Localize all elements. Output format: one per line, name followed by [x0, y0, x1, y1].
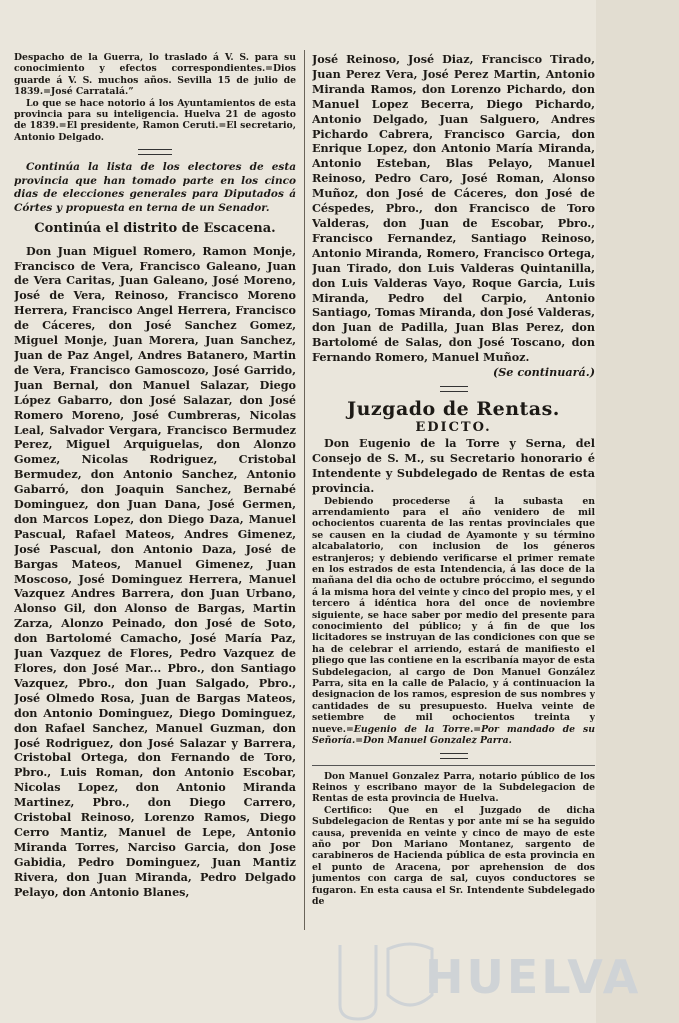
certificate-opening: Don Manuel Gonzalez Parra, notario público de los Reinos y escribano mayor de la Subdelegacion de Rentas de esta provincia de Huelva.: [312, 770, 595, 805]
electors-list: Don Juan Miguel Romero, Ramon Monje, Francisco de Vera, Francisco Galeano, Juan de Vera Caritas, Juan Galeano, José Moreno, José de Vera, Reinoso, Francisco Moreno Herrera, Francisco Angel Herrera, Francisco de Cáceres, don José Sanchez Gomez, Miguel Monje, Juan Morera, Juan Sanchez, Juan de Paz Angel, Andres Batanero, Martin de Vera, Francisco Gamoscozo, José Garrido, Juan Bernal, don Manuel Salazar, Diego López Gabarro, don José Salazar, don José Romero Moreno, José Cumbreras, Nicolas Leal, Salvador Vergara, Francisco Bermudez Perez, Miguel Arquiguelas, don Alonzo Gomez, Nicolas Rodriguez, Cristobal Bermudez, don Antonio Sanchez, Antonio Gabarró, don Joaquin Sanchez, Bernabé Dominguez, don Juan Dana, José Germen, don Marcos Lopez, don Diego Daza, Manuel Pascual, Rafael Mateos, Andres Gimenez, José Pascual, don Antonio Daza, José de Bargas Mateos, Manuel Gimenez, Juan Moscoso, José Dominguez Herrera, Manuel Vazquez Andres Barrera, don Juan Urbano, Alonso Gil, don Alonso de Bargas, Martin Zarza, Alonzo Peinado, don José de Soto, don Bartolomé Camacho, José María Paz, Juan Vazquez de Flores, Pedro Vazquez de Flores, don José Mar... Pbro., don Santiago Vazquez, Pbro., don Juan Salgado, Pbro., José Olmedo Rosa, Juan de Bargas Mateos, don Antonio Dominguez, Diego Dominguez, don Rafael Sanchez, Manuel Guzman, don José Rodriguez, don José Salazar y Barrera, Cristobal Ortega, don Fernando de Toro, Pbro., Luis Roman, don Antonio Escobar, Nicolas Lopez, don Antonio Miranda Martinez, Pbro., don Diego Carrero, Cristobal Reinoso, Lorenzo Ramos, Diego Cerro Mantiz, Manuel de Lepe, Antonio Miranda Torres, Narciso Garcia, don Jose Gabidia, Pedro Dominguez, Juan Mantiz Rivera, don Juan Miranda, Pedro Delgado Pelayo, don Antonio Blanes,: [14, 243, 296, 899]
electors-continued: José Reinoso, José Diaz, Francisco Tirado, Juan Perez Vera, José Perez Martin, Antonio Miranda Ramos, don Lorenzo Pichardo, don Manuel Lopez Becerra, Diego Pichardo, Antonio Delgado, Juan Salguero, Andres Pichardo Cabrera, Francisco Garcia, don Enrique Lopez, don Antonio María Miranda, Antonio Esteban, Blas Pelayo, Manuel Reinoso, Pedro Caro, José Roman, Alonso Muñoz, don José de Cáceres, don José de Céspedes, Pbro., don Francisco de Toro Valderas, don Juan de Escobar, Pbro., Francisco Fernandez, Santiago Reinoso, Antonio Miranda, Romero, Francisco Ortega, Juan Tirado, don Luis Valderas Quintanilla, don Luis Valderas Vayo, Roque Garcia, Luis Miranda, Pedro del Carpio, Antonio Santiago, Tomas Miranda, don José Valderas, don Juan de Padilla, Juan Blas Perez, don Bartolomé de Salas, don José Toscano, don Fernando Romero, Manuel Muñoz.: [312, 52, 595, 365]
horizontal-rule: [312, 765, 595, 766]
edict-opening: Don Eugenio de la Torre y Serna, del Consejo de S. M., su Secretario honorario é Intendente y Subdelegado de Rentas de esta provincia.: [312, 435, 595, 495]
ornament-divider: [138, 149, 172, 155]
continuation-heading: Continúa la lista de los electores de esta provincia que han tomado parte en los cinco dias de elecciones generales para Diputados á Córtes y propuesta en terna de un Senador.: [14, 161, 296, 215]
certificate-body: Certifico: Que en el Juzgado de dicha Subdelegacion de Rentas y por ante mí se ha seguido causa, prevenida en veinte y cinco de mayo de este año por Don Mariano Montanez, sargento de carabineros de Hacienda pública de esta provincia en el punto de Aracena, por aprehension de dos jumentos con carga de sal, cuyos conductores se fugaron. En esta causa el Sr. Intendente Subdelegado de: [312, 804, 595, 907]
to-be-continued: (Se continuará.): [492, 365, 595, 380]
ornament-divider-2: [440, 386, 468, 392]
edict-signature: Eugenio de la Torre.=Por mandado de su Señoría.=Don Manuel Gonzalez Parra.: [312, 723, 595, 747]
edict-title: EDICTO.: [415, 419, 492, 435]
column-divider: [304, 50, 305, 930]
edict-body-text: Debiendo procederse á la subasta en arrendamiento para el año venidero de mil ochocientos cuarenta de las rentas provinciales que se causen en la ciudad de Ayamonte y su término alcabalatorio, con inclusion de los géneros estranjeros; y debiendo verificarse el primer remate en los estrados de esta Intendencia, á las doce de la mañana del dia ocho de octubre próccimo, el segundo á la misma hora del veinte y cinco del propio mes, y el tercero á idéntica hora del once de noviembre siguiente, se hace saber por medio del presente para conocimiento del público; y á fin de que los licitadores se instruyan de las condiciones con que se ha de celebrar el arriendo, estará de manifiesto el pliego que las contiene en la escribanía mayor de esta Subdelegacion, al cargo de Don Manuel González Parra, sita en la calle de Palacio, y á continuacion la designacion de los ramos, espresion de sus nombres y cantidades de su presupuesto. Huelva veinte de setiembre de mil ochocientos treinta y nueve.=: [312, 495, 595, 735]
court-title: Juzgado de Rentas.: [347, 397, 560, 420]
intro-paragraph: Despacho de la Guerra, lo traslado á V. S. para su conocimiento y efectos correspondientes.=Dios guarde á V. S. muchos años. Sevilla 15 de julio de 1839.=José Carratalá.”: [14, 52, 296, 98]
page-edge: [596, 0, 679, 1023]
ornament-divider-3: [440, 753, 468, 759]
edict-body: [312, 496, 595, 747]
left-column: [14, 52, 296, 900]
district-heading: Continúa el distrito de Escacena.: [34, 220, 276, 236]
watermark-text: HUELVA: [425, 950, 642, 1004]
notice-paragraph: Lo que se hace notorio á los Ayuntamientos de esta provincia para su inteligencia. Huelva 21 de agosto de 1839.=El presidente, Ramon Ceruti.=El secretario, Antonio Delgado.: [14, 97, 296, 143]
right-column: [312, 52, 595, 907]
